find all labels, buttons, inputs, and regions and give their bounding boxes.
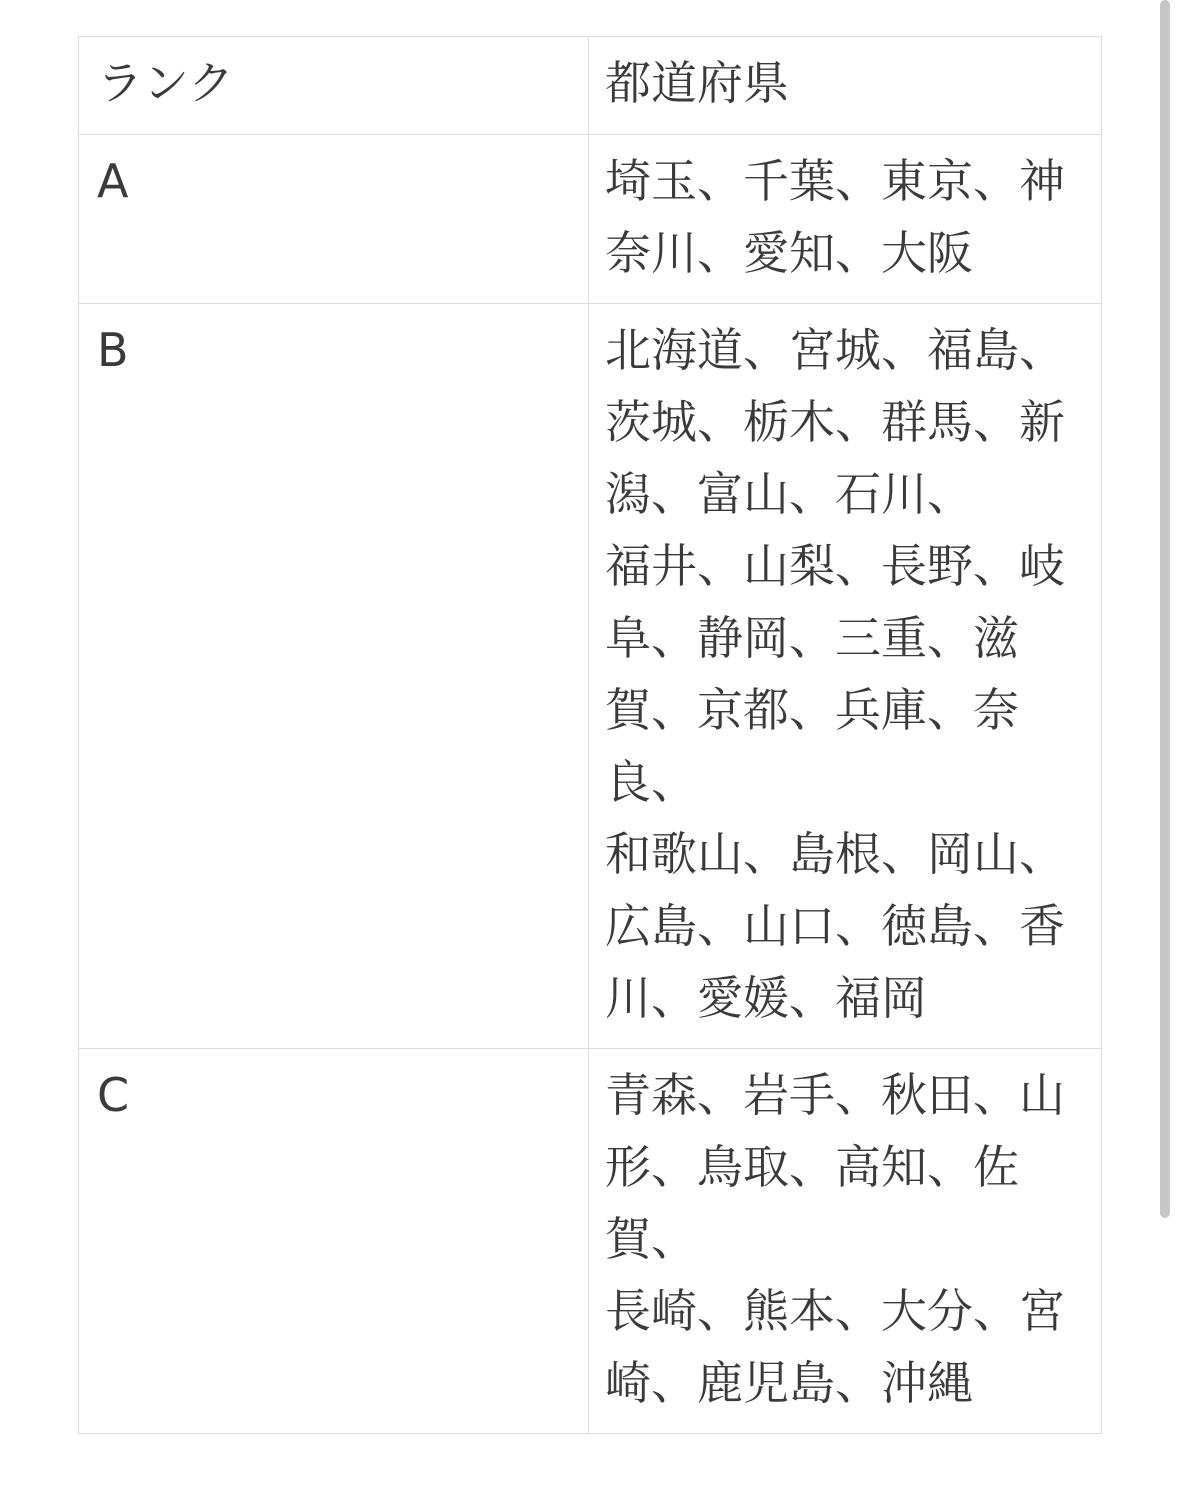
- table-header-row: [79, 37, 1102, 135]
- prefecture-line: 形、鳥取、高知、佐: [605, 1140, 1019, 1194]
- prefecture-cell: [589, 1049, 1102, 1434]
- prefecture-line: 賀、: [605, 1212, 697, 1266]
- rank-cell: [79, 304, 589, 1049]
- prefecture-line: 賀、京都、兵庫、奈: [605, 683, 1019, 737]
- table-row: [79, 304, 1102, 1049]
- rank-cell: [79, 1049, 589, 1434]
- rank-cell: [79, 135, 589, 304]
- prefecture-line: 青森、岩手、秋田、山: [605, 1068, 1065, 1122]
- prefecture-line: 良、: [605, 755, 697, 809]
- prefecture-line: 和歌山、島根、岡山、: [605, 827, 1065, 881]
- rank-label: C: [97, 1068, 130, 1122]
- vertical-scrollbar[interactable]: [1160, 0, 1170, 1218]
- prefecture-line: 福井、山梨、長野、岐: [605, 539, 1065, 593]
- prefecture-line: 阜、静岡、三重、滋: [605, 611, 1019, 665]
- rank-label: A: [97, 154, 129, 208]
- rank-prefecture-table: [78, 36, 1102, 1434]
- prefecture-line: 広島、山口、徳島、香: [605, 899, 1065, 953]
- prefecture-line: 長崎、熊本、大分、宮: [605, 1284, 1065, 1338]
- prefecture-line: 奈川、愛知、大阪: [605, 226, 973, 280]
- header-prefecture: 都道府県: [589, 37, 1102, 135]
- prefecture-line: 川、愛媛、福岡: [605, 971, 927, 1025]
- prefecture-line: 崎、鹿児島、沖縄: [605, 1356, 973, 1410]
- prefecture-cell: [589, 135, 1102, 304]
- prefecture-line: 北海道、宮城、福島、: [605, 323, 1065, 377]
- prefecture-line: 茨城、栃木、群馬、新: [605, 395, 1065, 449]
- rank-label: B: [97, 323, 129, 377]
- table-row: [79, 1049, 1102, 1434]
- prefecture-cell: [589, 304, 1102, 1049]
- header-rank: ランク: [79, 37, 589, 135]
- prefecture-line: 埼玉、千葉、東京、神: [605, 154, 1065, 208]
- table-row: [79, 135, 1102, 304]
- prefecture-line: 潟、富山、石川、: [605, 467, 973, 521]
